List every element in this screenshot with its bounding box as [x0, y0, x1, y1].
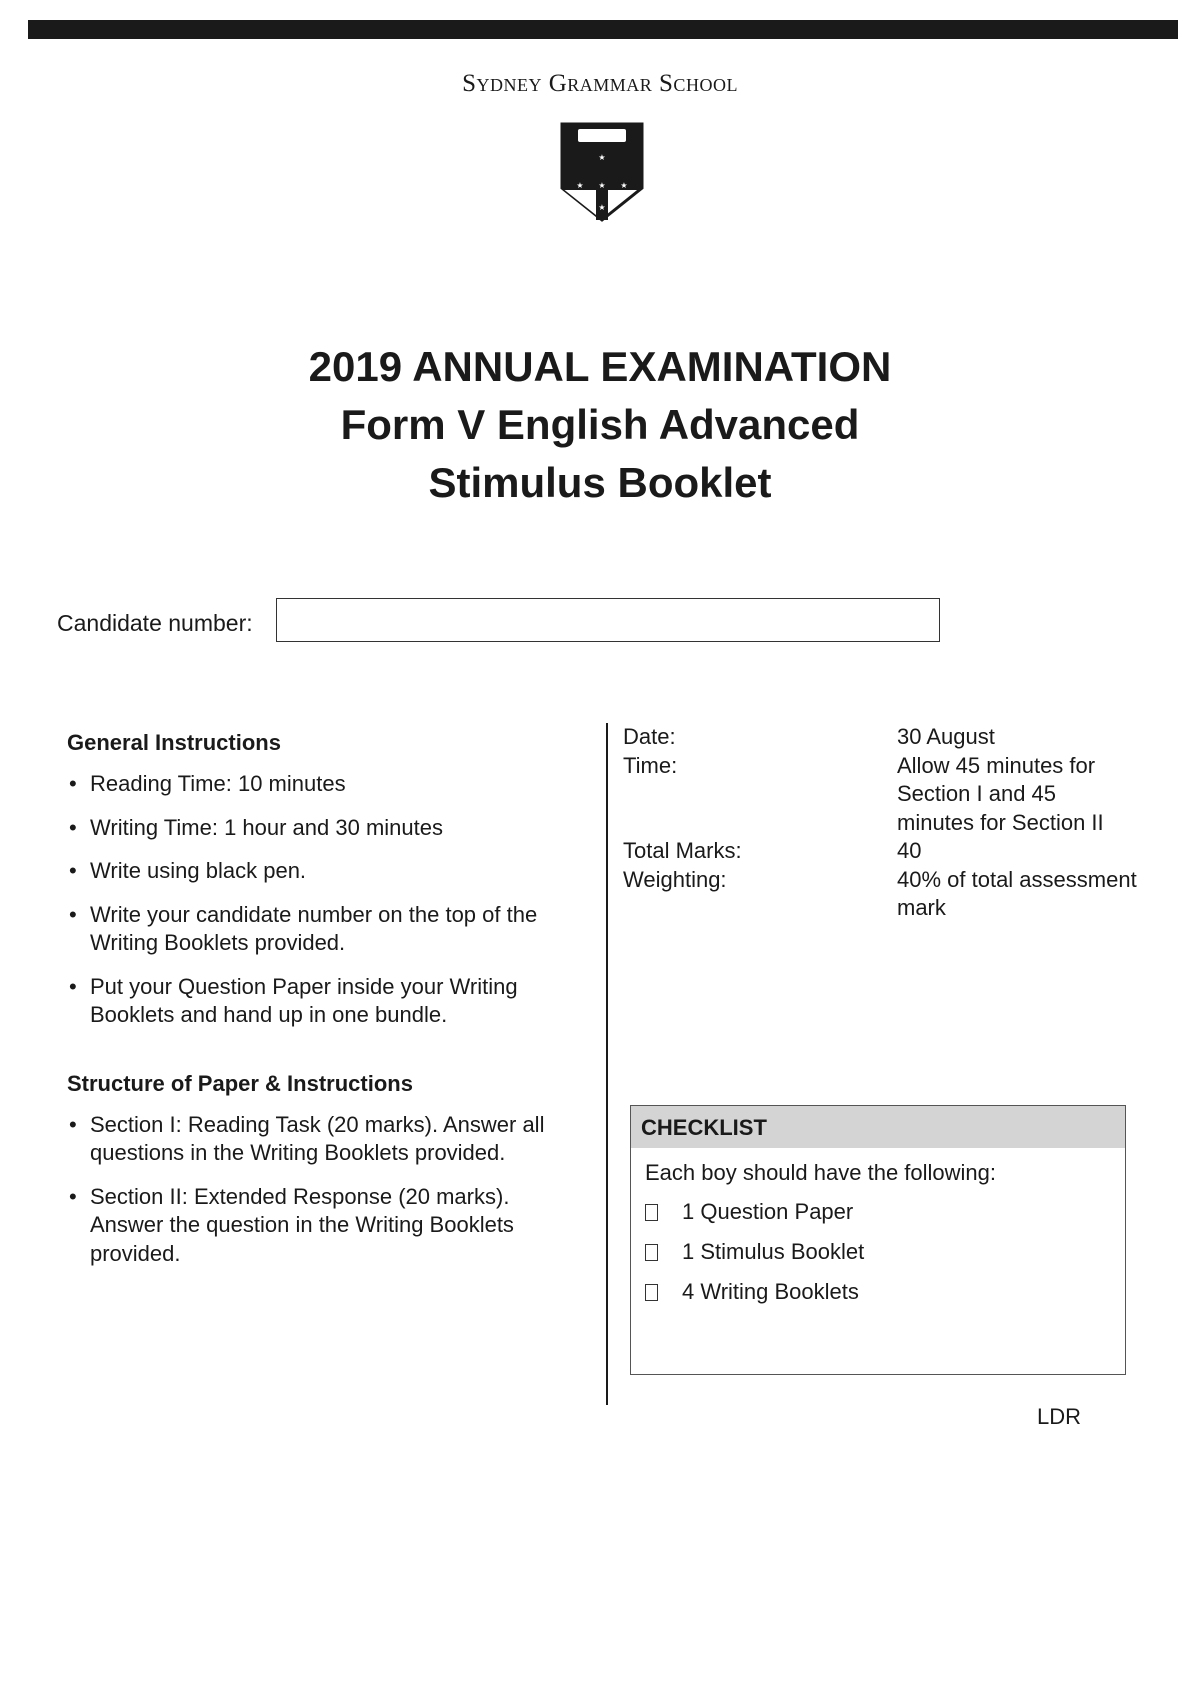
list-item: • Section II: Extended Response (20 marks). Answer the question in the Writing Booklets provided. — [69, 1183, 514, 1266]
checklist-box — [630, 1105, 1126, 1375]
bullet-icon: • — [69, 901, 77, 927]
list-item: • Write your candidate number on the top of the Writing Booklets provided. — [69, 901, 538, 955]
title-line-2: Form V English Advanced — [340, 401, 860, 448]
top-rule — [28, 20, 1178, 39]
detail-row-time — [623, 752, 1143, 838]
detail-value: 30 August — [897, 724, 995, 749]
title-line-3: Stimulus Booklet — [428, 459, 772, 506]
checklist-title: CHECKLIST — [631, 1106, 1125, 1148]
detail-value: Allow 45 minutes for Section I and 45 minutes for Section II — [897, 752, 1104, 835]
detail-label: Date: — [623, 724, 676, 749]
bullet-icon: • — [69, 1111, 77, 1137]
instructions-column — [67, 730, 587, 1283]
title-line-1: 2019 ANNUAL EXAMINATION — [308, 343, 892, 390]
exam-title — [0, 338, 1200, 512]
candidate-number-field[interactable] — [276, 598, 940, 642]
checklist-item: 4 Writing Booklets — [631, 1272, 1125, 1312]
detail-row-date — [623, 723, 1143, 752]
detail-row-weighting — [623, 866, 1143, 923]
detail-label: Total Marks: — [623, 838, 742, 863]
checkbox-icon[interactable] — [645, 1284, 658, 1301]
checkbox-icon[interactable] — [645, 1244, 658, 1261]
detail-value: 40% of total assessment mark — [897, 866, 1137, 920]
bullet-icon: • — [69, 814, 77, 840]
svg-text:★: ★ — [598, 153, 606, 162]
list-item: • Writing Time: 1 hour and 30 minutes — [67, 814, 587, 843]
detail-label: Time: — [623, 752, 678, 778]
svg-text:★: ★ — [576, 181, 584, 190]
detail-label: Weighting: — [623, 866, 727, 892]
detail-value: 40 — [897, 838, 922, 863]
column-divider — [606, 723, 608, 1405]
checkbox-icon[interactable] — [645, 1204, 658, 1221]
exam-details — [623, 723, 1143, 923]
checklist-intro: Each boy should have the following: — [645, 1160, 997, 1185]
bullet-icon: • — [69, 771, 77, 796]
svg-text:★: ★ — [598, 181, 606, 190]
list-item: • Write using black pen. — [67, 857, 587, 886]
checklist-item: 1 Stimulus Booklet — [631, 1232, 1125, 1272]
structure-list — [67, 1111, 587, 1269]
list-item: • Section I: Reading Task (20 marks). Answer all questions in the Writing Booklets provided. — [69, 1111, 545, 1165]
detail-row-total-marks — [623, 837, 1143, 866]
bullet-icon: • — [69, 858, 77, 883]
bullet-icon: • — [69, 973, 77, 999]
candidate-number-label: Candidate number: — [57, 610, 253, 636]
svg-text:★: ★ — [598, 203, 606, 212]
general-instructions-list — [67, 770, 587, 1030]
checklist-item: 1 Question Paper — [631, 1192, 1125, 1232]
svg-text:★: ★ — [620, 181, 628, 190]
structure-heading: Structure of Paper & Instructions — [67, 1070, 413, 1096]
school-name: Sydney Grammar School — [462, 70, 738, 97]
list-item: • Put your Question Paper inside your Writing Booklets and hand up in one bundle. — [69, 973, 518, 1027]
list-item: • Reading Time: 10 minutes — [67, 770, 587, 799]
author-initials: LDR — [1037, 1404, 1082, 1429]
bullet-icon: • — [69, 1183, 77, 1209]
general-instructions-heading: General Instructions — [67, 730, 281, 755]
school-crest-icon — [560, 122, 644, 222]
